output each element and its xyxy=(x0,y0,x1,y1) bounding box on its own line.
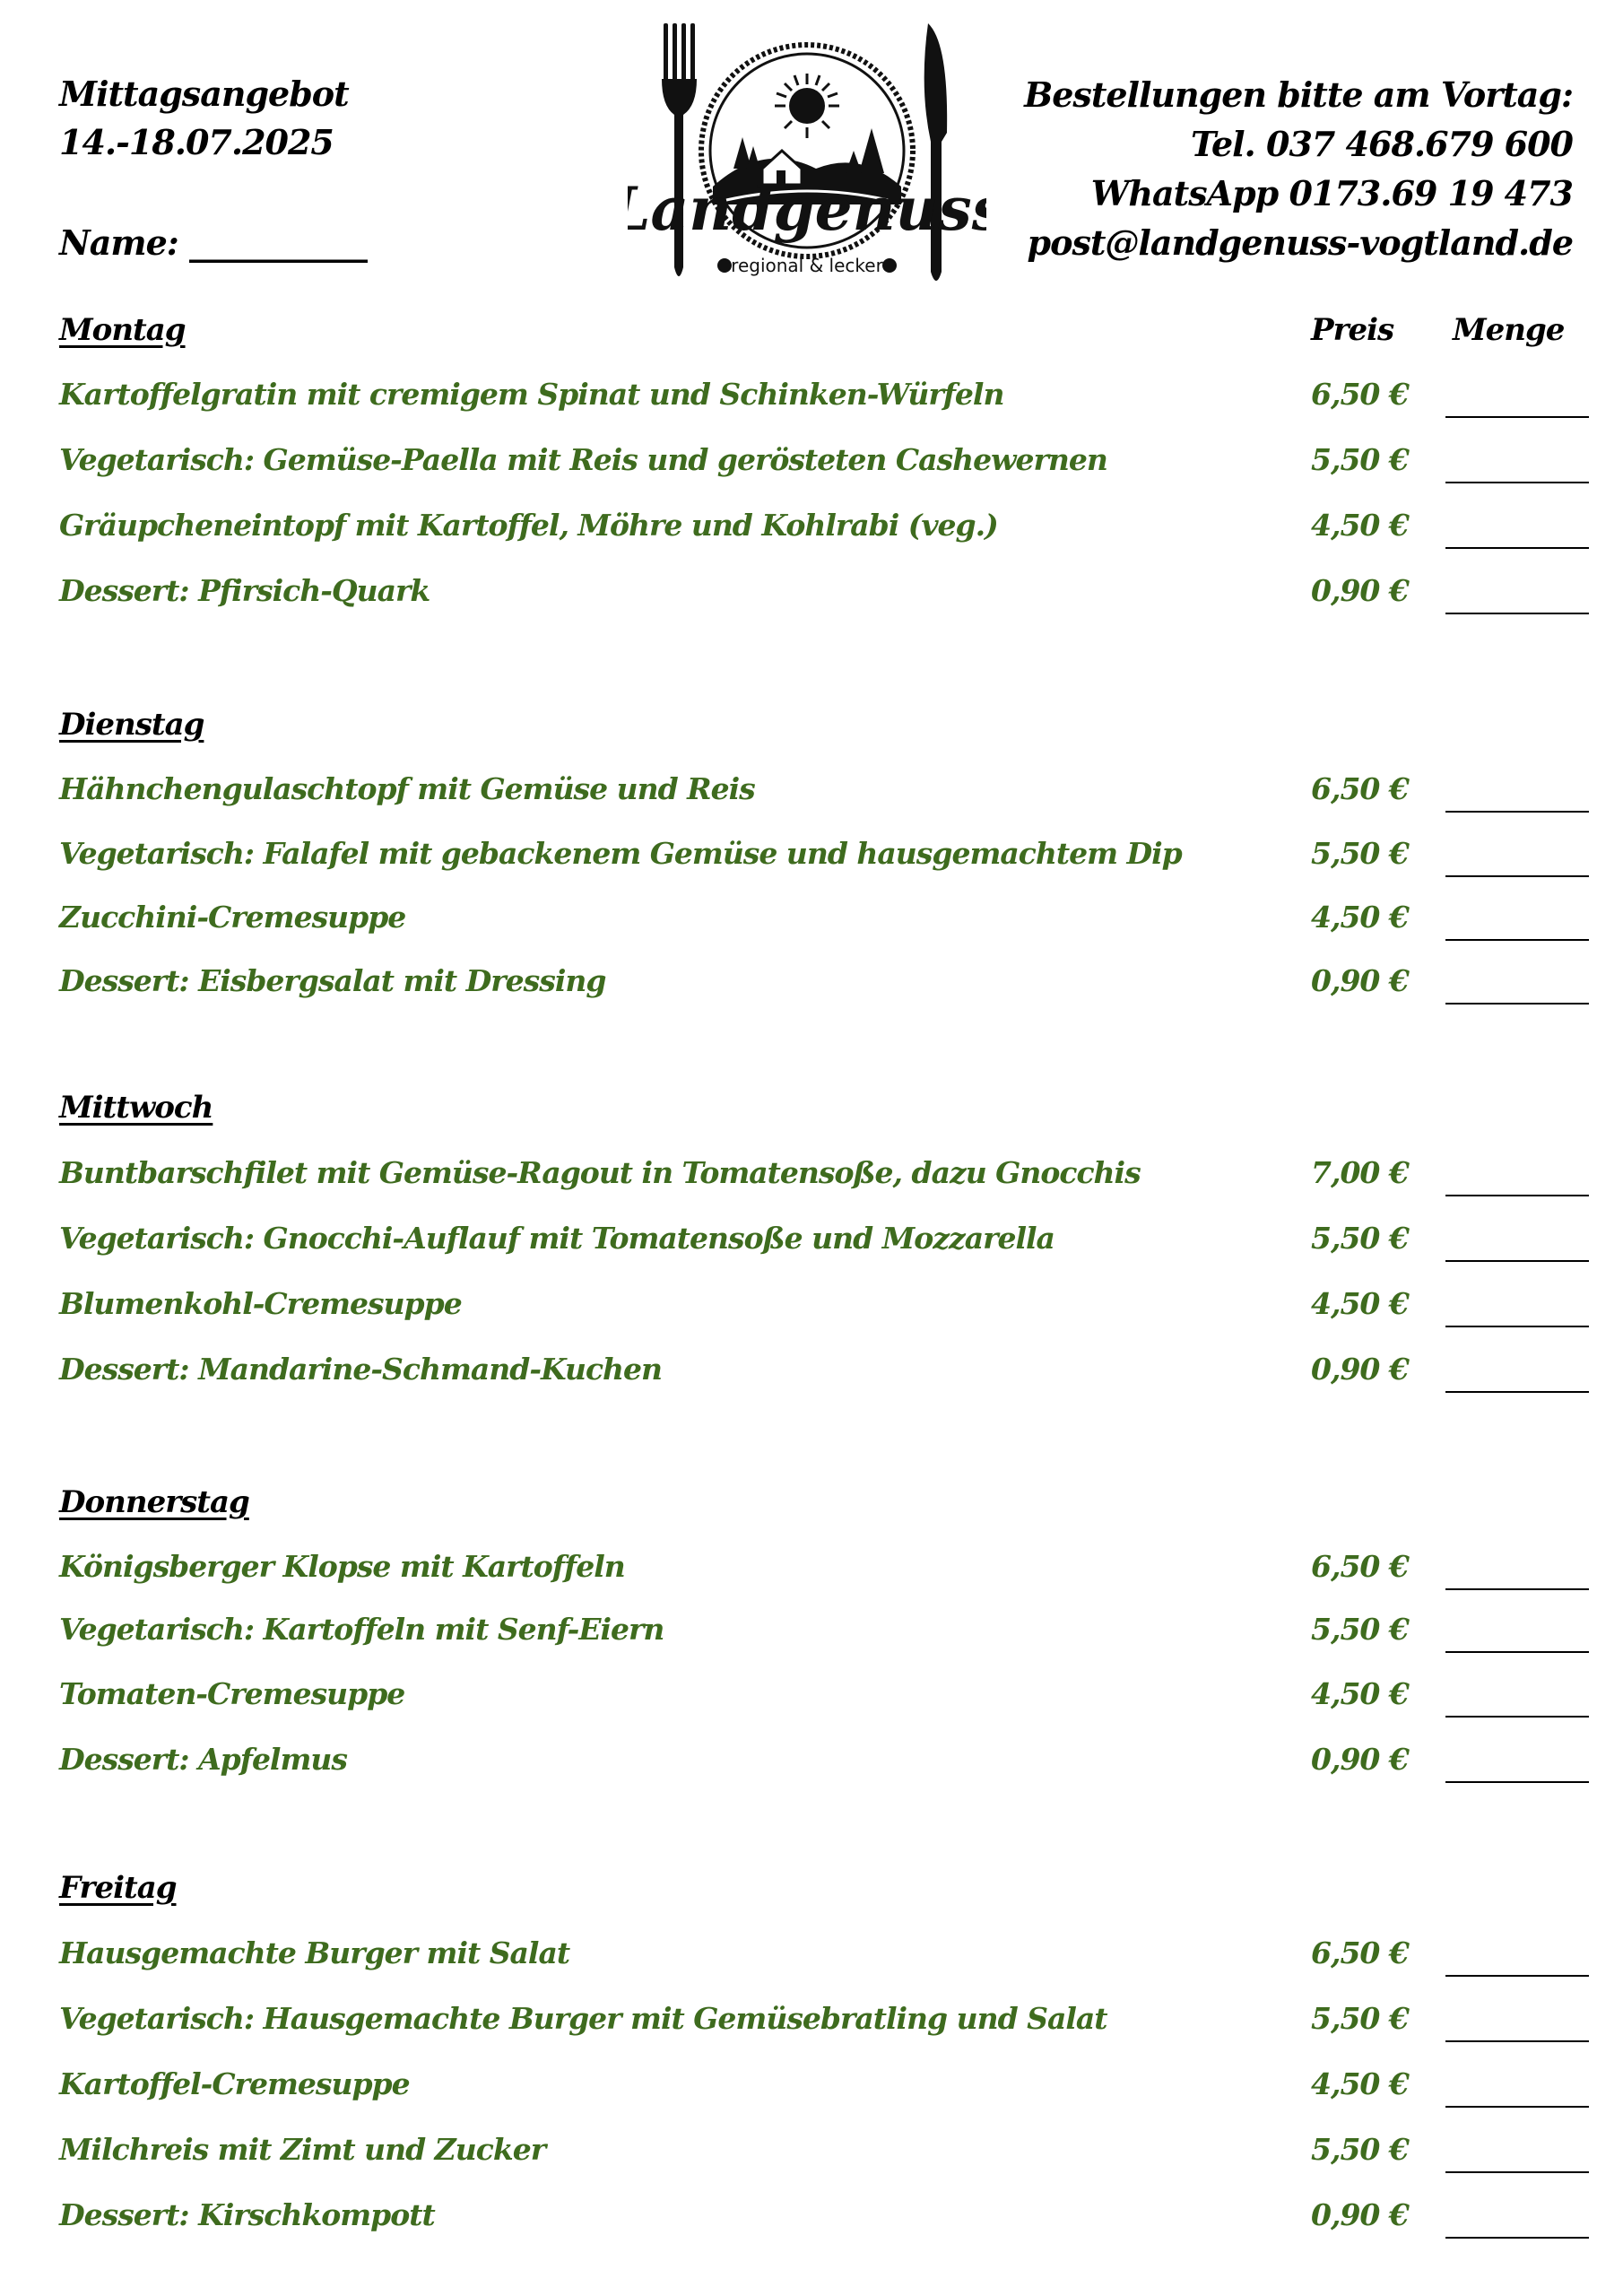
item-label: Vegetarisch: Gemüse-Paella mit Reis und gerösteten Cashewernen xyxy=(59,442,1107,477)
menu-item xyxy=(59,836,1584,890)
day-title-dienstag: Dienstag xyxy=(59,707,204,743)
item-label: Hausgemachte Burger mit Salat xyxy=(59,1935,570,1970)
quantity-field[interactable] xyxy=(1445,2106,1589,2108)
item-price: 6,50 € xyxy=(1311,1935,1409,1970)
quantity-field[interactable] xyxy=(1445,2237,1589,2239)
menu-item xyxy=(59,377,1584,430)
item-price: 0,90 € xyxy=(1311,2197,1409,2232)
item-label: Buntbarschfilet mit Gemüse-Ragout in Tomatensoße, dazu Gnocchis xyxy=(59,1155,1141,1190)
quantity-field[interactable] xyxy=(1445,482,1589,483)
item-label: Gräupcheneintopf mit Kartoffel, Möhre und Kohlrabi (veg.) xyxy=(59,508,998,543)
item-label: Königsberger Klopse mit Kartoffeln xyxy=(59,1549,625,1584)
header-left xyxy=(59,70,367,267)
day-title-mittwoch: Mittwoch xyxy=(59,1090,213,1126)
item-price: 4,50 € xyxy=(1311,1286,1409,1321)
name-field[interactable]: Name: ___________ xyxy=(59,222,367,263)
item-label: Dessert: Apfelmus xyxy=(59,1742,347,1777)
menu-dates: 14.-18.07.2025 xyxy=(59,122,334,162)
item-label: Tomaten-Cremesuppe xyxy=(59,1676,405,1711)
item-price: 0,90 € xyxy=(1311,573,1409,608)
day-title-montag: Montag xyxy=(59,312,186,348)
item-label: Vegetarisch: Hausgemachte Burger mit Gemüsebratling und Salat xyxy=(59,2001,1107,2036)
contact-block xyxy=(1024,70,1573,267)
item-price: 0,90 € xyxy=(1311,1352,1409,1387)
logo-brand-text: Landgenuss xyxy=(628,174,986,244)
menu-item xyxy=(59,1612,1584,1665)
quantity-field[interactable] xyxy=(1445,1588,1589,1590)
item-price: 4,50 € xyxy=(1311,508,1409,543)
contact-email[interactable]: post@landgenuss-vogtland.de xyxy=(1027,222,1573,263)
menu-item xyxy=(59,2066,1584,2120)
quantity-field[interactable] xyxy=(1445,416,1589,418)
day-title-freitag: Freitag xyxy=(59,1870,177,1906)
menu-item xyxy=(59,1676,1584,1730)
item-price: 5,50 € xyxy=(1311,836,1409,871)
quantity-field[interactable] xyxy=(1445,939,1589,941)
contact-order-note: Bestellungen bitte am Vortag: xyxy=(1024,74,1573,115)
item-label: Dessert: Pfirsich-Quark xyxy=(59,573,430,608)
menu-item xyxy=(59,2197,1584,2251)
menu-item xyxy=(59,1286,1584,1340)
menu-item xyxy=(59,2132,1584,2186)
contact-phone[interactable]: Tel. 037 468.679 600 xyxy=(1191,124,1573,164)
menu-item xyxy=(59,573,1584,627)
item-label: Vegetarisch: Gnocchi-Auflauf mit Tomatensoße und Mozzarella xyxy=(59,1221,1055,1256)
quantity-field[interactable] xyxy=(1445,613,1589,614)
quantity-field[interactable] xyxy=(1445,1651,1589,1653)
quantity-field[interactable] xyxy=(1445,811,1589,813)
menu-item xyxy=(59,1549,1584,1603)
quantity-field[interactable] xyxy=(1445,547,1589,549)
menu-item xyxy=(59,963,1584,1017)
item-price: 4,50 € xyxy=(1311,900,1409,935)
quantity-field[interactable] xyxy=(1445,2171,1589,2173)
quantity-column-header: Menge xyxy=(1453,312,1565,348)
menu-item xyxy=(59,1221,1584,1274)
item-label: Hähnchengulaschtopf mit Gemüse und Reis xyxy=(59,771,755,806)
item-label: Dessert: Kirschkompott xyxy=(59,2197,435,2232)
quantity-field[interactable] xyxy=(1445,1003,1589,1004)
item-price: 5,50 € xyxy=(1311,442,1409,477)
menu-item xyxy=(59,1352,1584,1405)
quantity-field[interactable] xyxy=(1445,1716,1589,1718)
item-price: 4,50 € xyxy=(1311,1676,1409,1711)
item-label: Kartoffel-Cremesuppe xyxy=(59,2066,410,2101)
item-price: 7,00 € xyxy=(1311,1155,1409,1190)
item-label: Vegetarisch: Falafel mit gebackenem Gemüse und hausgemachtem Dip xyxy=(59,836,1182,871)
menu-item xyxy=(59,1742,1584,1796)
item-price: 0,90 € xyxy=(1311,963,1409,998)
quantity-field[interactable] xyxy=(1445,1781,1589,1783)
item-price: 6,50 € xyxy=(1311,377,1409,412)
quantity-field[interactable] xyxy=(1445,1260,1589,1262)
item-price: 5,50 € xyxy=(1311,2001,1409,2036)
menu-item xyxy=(59,900,1584,953)
item-price: 6,50 € xyxy=(1311,1549,1409,1584)
item-label: Kartoffelgratin mit cremigem Spinat und Schinken-Würfeln xyxy=(59,377,1004,412)
quantity-field[interactable] xyxy=(1445,1326,1589,1327)
quantity-field[interactable] xyxy=(1445,875,1589,877)
item-label: Blumenkohl-Cremesuppe xyxy=(59,1286,462,1321)
day-title-donnerstag: Donnerstag xyxy=(59,1484,249,1520)
item-price: 5,50 € xyxy=(1311,1612,1409,1647)
item-price: 6,50 € xyxy=(1311,771,1409,806)
quantity-field[interactable] xyxy=(1445,1975,1589,1977)
menu-item xyxy=(59,1935,1584,1989)
item-price: 5,50 € xyxy=(1311,2132,1409,2167)
landgenuss-logo xyxy=(628,16,986,303)
fork-knife-landscape-icon xyxy=(628,16,986,303)
menu-item xyxy=(59,1155,1584,1209)
item-label: Dessert: Mandarine-Schmand-Kuchen xyxy=(59,1352,663,1387)
item-price: 4,50 € xyxy=(1311,2066,1409,2101)
item-price: 0,90 € xyxy=(1311,1742,1409,1777)
item-label: Vegetarisch: Kartoffeln mit Senf-Eiern xyxy=(59,1612,664,1647)
menu-item xyxy=(59,2001,1584,2055)
menu-title: Mittagsangebot xyxy=(59,74,349,114)
contact-whatsapp[interactable]: WhatsApp 0173.69 19 473 xyxy=(1090,173,1573,213)
item-label: Milchreis mit Zimt und Zucker xyxy=(59,2132,546,2167)
logo-tagline: regional & lecker xyxy=(731,255,883,276)
item-price: 5,50 € xyxy=(1311,1221,1409,1256)
menu-item xyxy=(59,771,1584,825)
quantity-field[interactable] xyxy=(1445,2040,1589,2042)
menu-item xyxy=(59,442,1584,496)
item-label: Dessert: Eisbergsalat mit Dressing xyxy=(59,963,606,998)
price-column-header: Preis xyxy=(1311,312,1394,348)
quantity-field[interactable] xyxy=(1445,1195,1589,1196)
item-label: Zucchini-Cremesuppe xyxy=(59,900,406,935)
menu-item xyxy=(59,508,1584,561)
quantity-field[interactable] xyxy=(1445,1391,1589,1393)
